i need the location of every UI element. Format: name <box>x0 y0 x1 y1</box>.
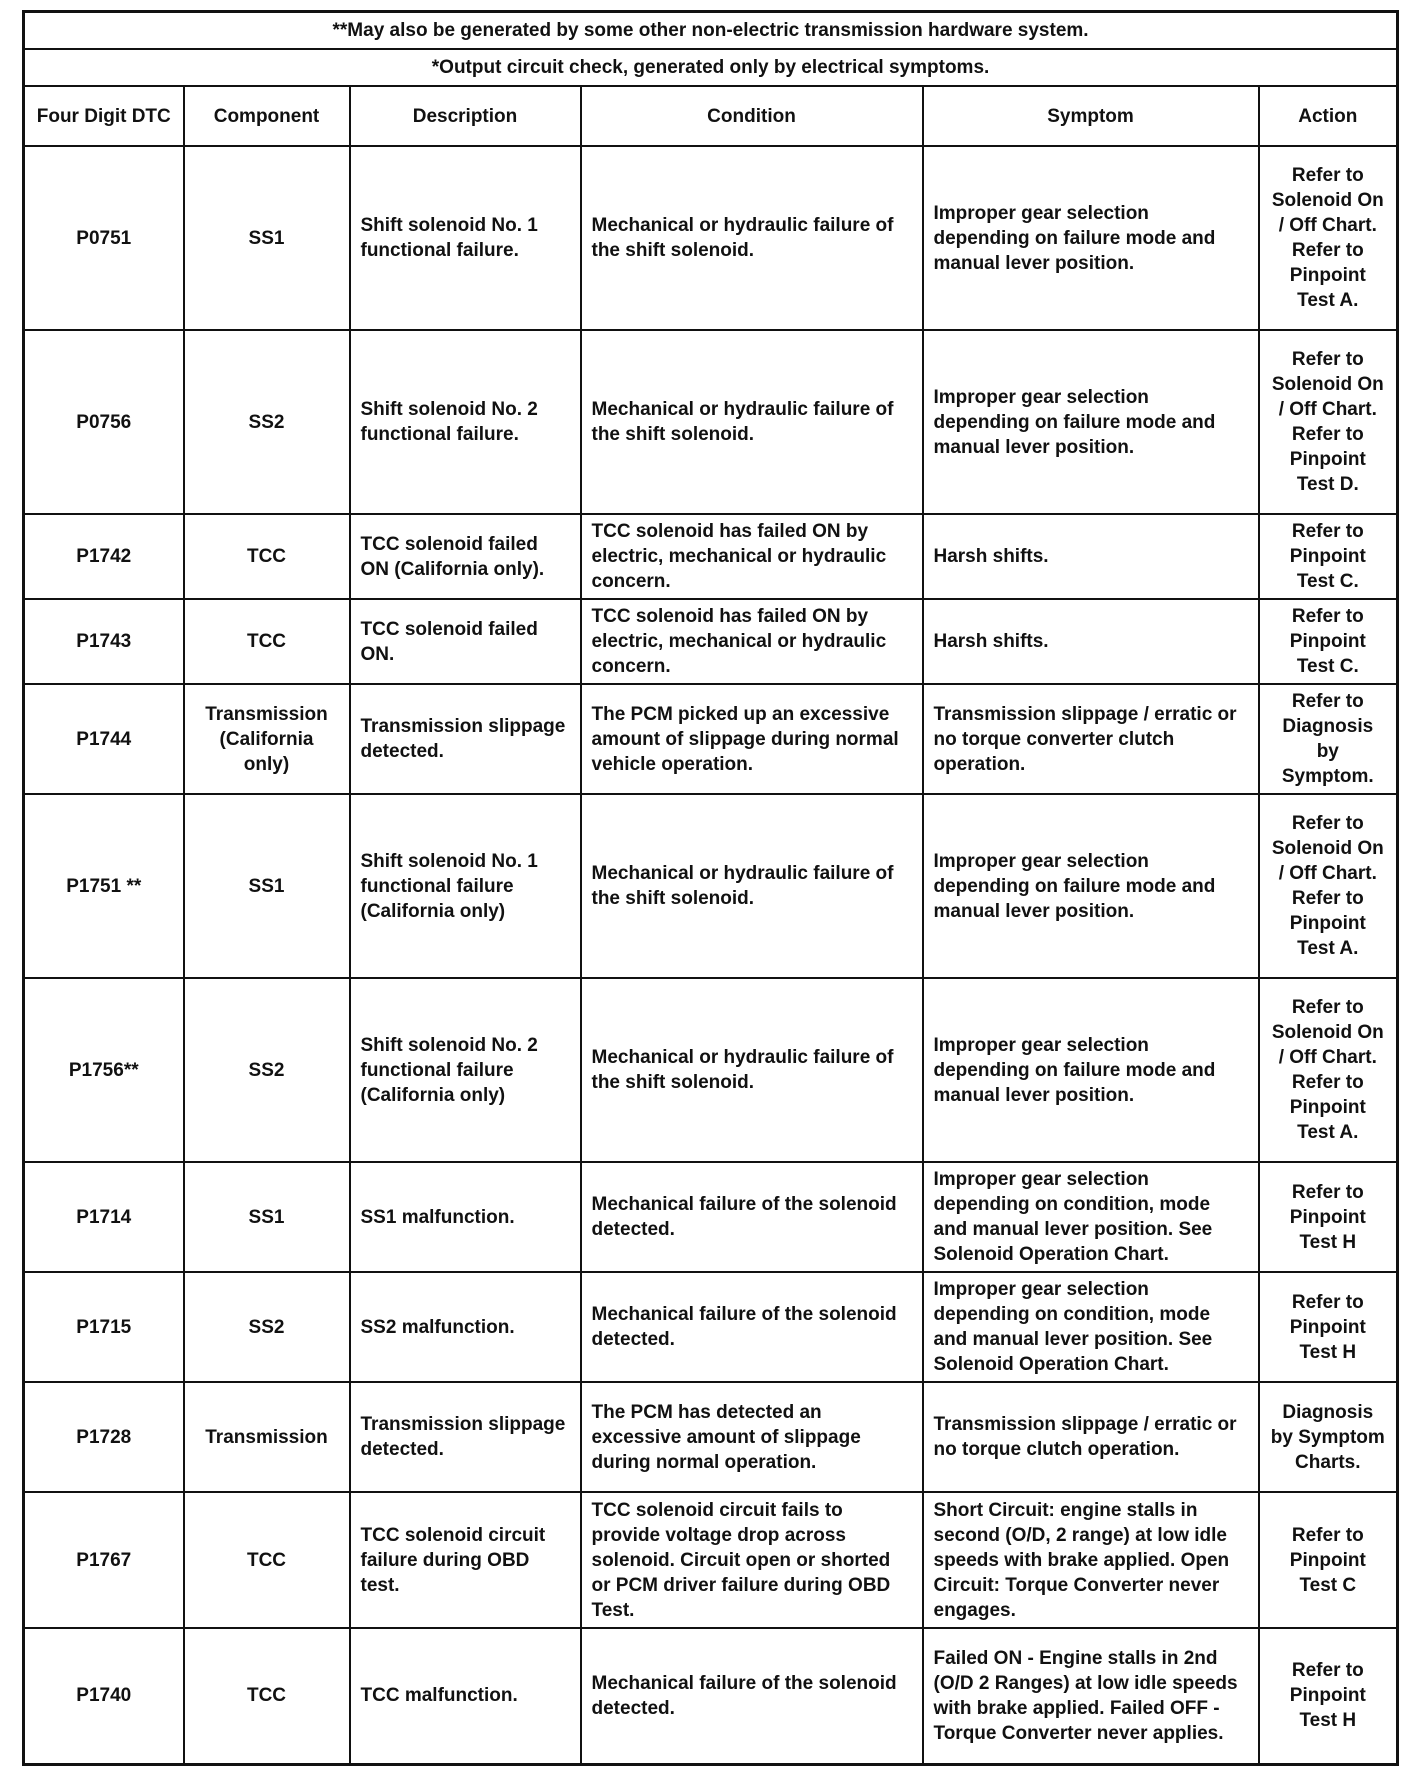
header-symptom: Symptom <box>923 86 1259 146</box>
cell-symptom: Harsh shifts. <box>923 599 1259 684</box>
cell-description: TCC solenoid failed ON. <box>350 599 581 684</box>
cell-condition: TCC solenoid has failed ON by electric, mechanical or hydraulic concern. <box>581 514 923 599</box>
table-row <box>24 1628 1398 1764</box>
cell-condition: The PCM picked up an excessive amount of slippage during normal vehicle operation. <box>581 684 923 794</box>
table-row <box>24 1272 1398 1382</box>
cell-action: Refer to Pinpoint Test H <box>1259 1162 1398 1272</box>
cell-code: P1767 <box>24 1492 184 1628</box>
cell-action: Refer to Diagnosis by Symptom. <box>1259 684 1398 794</box>
cell-description: SS2 malfunction. <box>350 1272 581 1382</box>
cell-action: Refer to Pinpoint Test C. <box>1259 514 1398 599</box>
cell-code: P0756 <box>24 330 184 514</box>
cell-action: Refer to Pinpoint Test H <box>1259 1628 1398 1764</box>
cell-condition: Mechanical failure of the solenoid detected. <box>581 1272 923 1382</box>
cell-description: SS1 malfunction. <box>350 1162 581 1272</box>
cell-symptom: Improper gear selection depending on condition, mode and manual lever position. See Solenoid Operation Chart. <box>923 1272 1259 1382</box>
cell-symptom: Improper gear selection depending on condition, mode and manual lever position. See Solenoid Operation Chart. <box>923 1162 1259 1272</box>
cell-component: TCC <box>184 1492 350 1628</box>
cell-code: P1751 ** <box>24 794 184 978</box>
note-row-single-asterisk <box>24 49 1398 86</box>
table-row <box>24 1162 1398 1272</box>
note-double-asterisk: **May also be generated by some other non-electric transmission hardware system. <box>24 12 1398 50</box>
table-row <box>24 1492 1398 1628</box>
cell-code: P1742 <box>24 514 184 599</box>
cell-component: SS2 <box>184 330 350 514</box>
cell-condition: Mechanical failure of the solenoid detected. <box>581 1628 923 1764</box>
cell-description: Transmission slippage detected. <box>350 1382 581 1492</box>
table-row <box>24 1382 1398 1492</box>
cell-code: P1756** <box>24 978 184 1162</box>
cell-condition: Mechanical or hydraulic failure of the shift solenoid. <box>581 794 923 978</box>
cell-symptom: Short Circuit: engine stalls in second (O/D, 2 range) at low idle speeds with brake applied. Open Circuit: Torque Converter never engages. <box>923 1492 1259 1628</box>
note-single-asterisk: *Output circuit check, generated only by electrical symptoms. <box>24 49 1398 86</box>
cell-description: TCC solenoid circuit failure during OBD test. <box>350 1492 581 1628</box>
cell-symptom: Transmission slippage / erratic or no torque converter clutch operation. <box>923 684 1259 794</box>
cell-action: Refer to Solenoid On / Off Chart. Refer to Pinpoint Test D. <box>1259 330 1398 514</box>
cell-code: P1740 <box>24 1628 184 1764</box>
cell-condition: Mechanical or hydraulic failure of the shift solenoid. <box>581 146 923 330</box>
cell-symptom: Improper gear selection depending on failure mode and manual lever position. <box>923 146 1259 330</box>
header-component: Component <box>184 86 350 146</box>
table-row <box>24 978 1398 1162</box>
cell-symptom: Harsh shifts. <box>923 514 1259 599</box>
cell-symptom: Failed ON - Engine stalls in 2nd (O/D 2 Ranges) at low idle speeds with brake applied. Failed OFF - Torque Converter never applies. <box>923 1628 1259 1764</box>
cell-condition: Mechanical or hydraulic failure of the shift solenoid. <box>581 978 923 1162</box>
cell-code: P1715 <box>24 1272 184 1382</box>
cell-description: Shift solenoid No. 2 functional failure. <box>350 330 581 514</box>
table-row <box>24 146 1398 330</box>
cell-code: P1728 <box>24 1382 184 1492</box>
cell-code: P1714 <box>24 1162 184 1272</box>
dtc-document <box>22 10 1396 1766</box>
cell-component: TCC <box>184 514 350 599</box>
cell-description: TCC solenoid failed ON (California only). <box>350 514 581 599</box>
cell-component: SS2 <box>184 1272 350 1382</box>
cell-description: Shift solenoid No. 1 functional failure (California only) <box>350 794 581 978</box>
header-action: Action <box>1259 86 1398 146</box>
cell-description: Shift solenoid No. 2 functional failure (California only) <box>350 978 581 1162</box>
cell-component: SS1 <box>184 1162 350 1272</box>
header-code: Four Digit DTC <box>24 86 184 146</box>
cell-symptom: Improper gear selection depending on failure mode and manual lever position. <box>923 978 1259 1162</box>
cell-action: Refer to Pinpoint Test H <box>1259 1272 1398 1382</box>
cell-component: SS1 <box>184 794 350 978</box>
header-description: Description <box>350 86 581 146</box>
table-row <box>24 514 1398 599</box>
cell-component: Transmission (California only) <box>184 684 350 794</box>
header-condition: Condition <box>581 86 923 146</box>
cell-code: P0751 <box>24 146 184 330</box>
dtc-table <box>22 10 1399 1766</box>
cell-action: Refer to Solenoid On / Off Chart. Refer to Pinpoint Test A. <box>1259 146 1398 330</box>
cell-condition: TCC solenoid circuit fails to provide voltage drop across solenoid. Circuit open or shorted or PCM driver failure during OBD Test. <box>581 1492 923 1628</box>
cell-symptom: Transmission slippage / erratic or no torque clutch operation. <box>923 1382 1259 1492</box>
cell-component: TCC <box>184 599 350 684</box>
header-row <box>24 86 1398 146</box>
table-row <box>24 684 1398 794</box>
table-row <box>24 599 1398 684</box>
cell-description: TCC malfunction. <box>350 1628 581 1764</box>
cell-action: Refer to Solenoid On / Off Chart. Refer to Pinpoint Test A. <box>1259 794 1398 978</box>
cell-condition: Mechanical failure of the solenoid detected. <box>581 1162 923 1272</box>
note-row-double-asterisk <box>24 12 1398 50</box>
cell-condition: Mechanical or hydraulic failure of the shift solenoid. <box>581 330 923 514</box>
cell-component: SS2 <box>184 978 350 1162</box>
cell-symptom: Improper gear selection depending on failure mode and manual lever position. <box>923 794 1259 978</box>
cell-code: P1743 <box>24 599 184 684</box>
cell-code: P1744 <box>24 684 184 794</box>
cell-action: Diagnosis by Symptom Charts. <box>1259 1382 1398 1492</box>
cell-component: Transmission <box>184 1382 350 1492</box>
cell-description: Transmission slippage detected. <box>350 684 581 794</box>
table-row <box>24 330 1398 514</box>
cell-component: TCC <box>184 1628 350 1764</box>
cell-description: Shift solenoid No. 1 functional failure. <box>350 146 581 330</box>
cell-action: Refer to Pinpoint Test C. <box>1259 599 1398 684</box>
cell-symptom: Improper gear selection depending on failure mode and manual lever position. <box>923 330 1259 514</box>
cell-condition: TCC solenoid has failed ON by electric, mechanical or hydraulic concern. <box>581 599 923 684</box>
cell-component: SS1 <box>184 146 350 330</box>
cell-action: Refer to Pinpoint Test C <box>1259 1492 1398 1628</box>
cell-action: Refer to Solenoid On / Off Chart. Refer to Pinpoint Test A. <box>1259 978 1398 1162</box>
cell-condition: The PCM has detected an excessive amount of slippage during normal operation. <box>581 1382 923 1492</box>
table-row <box>24 794 1398 978</box>
